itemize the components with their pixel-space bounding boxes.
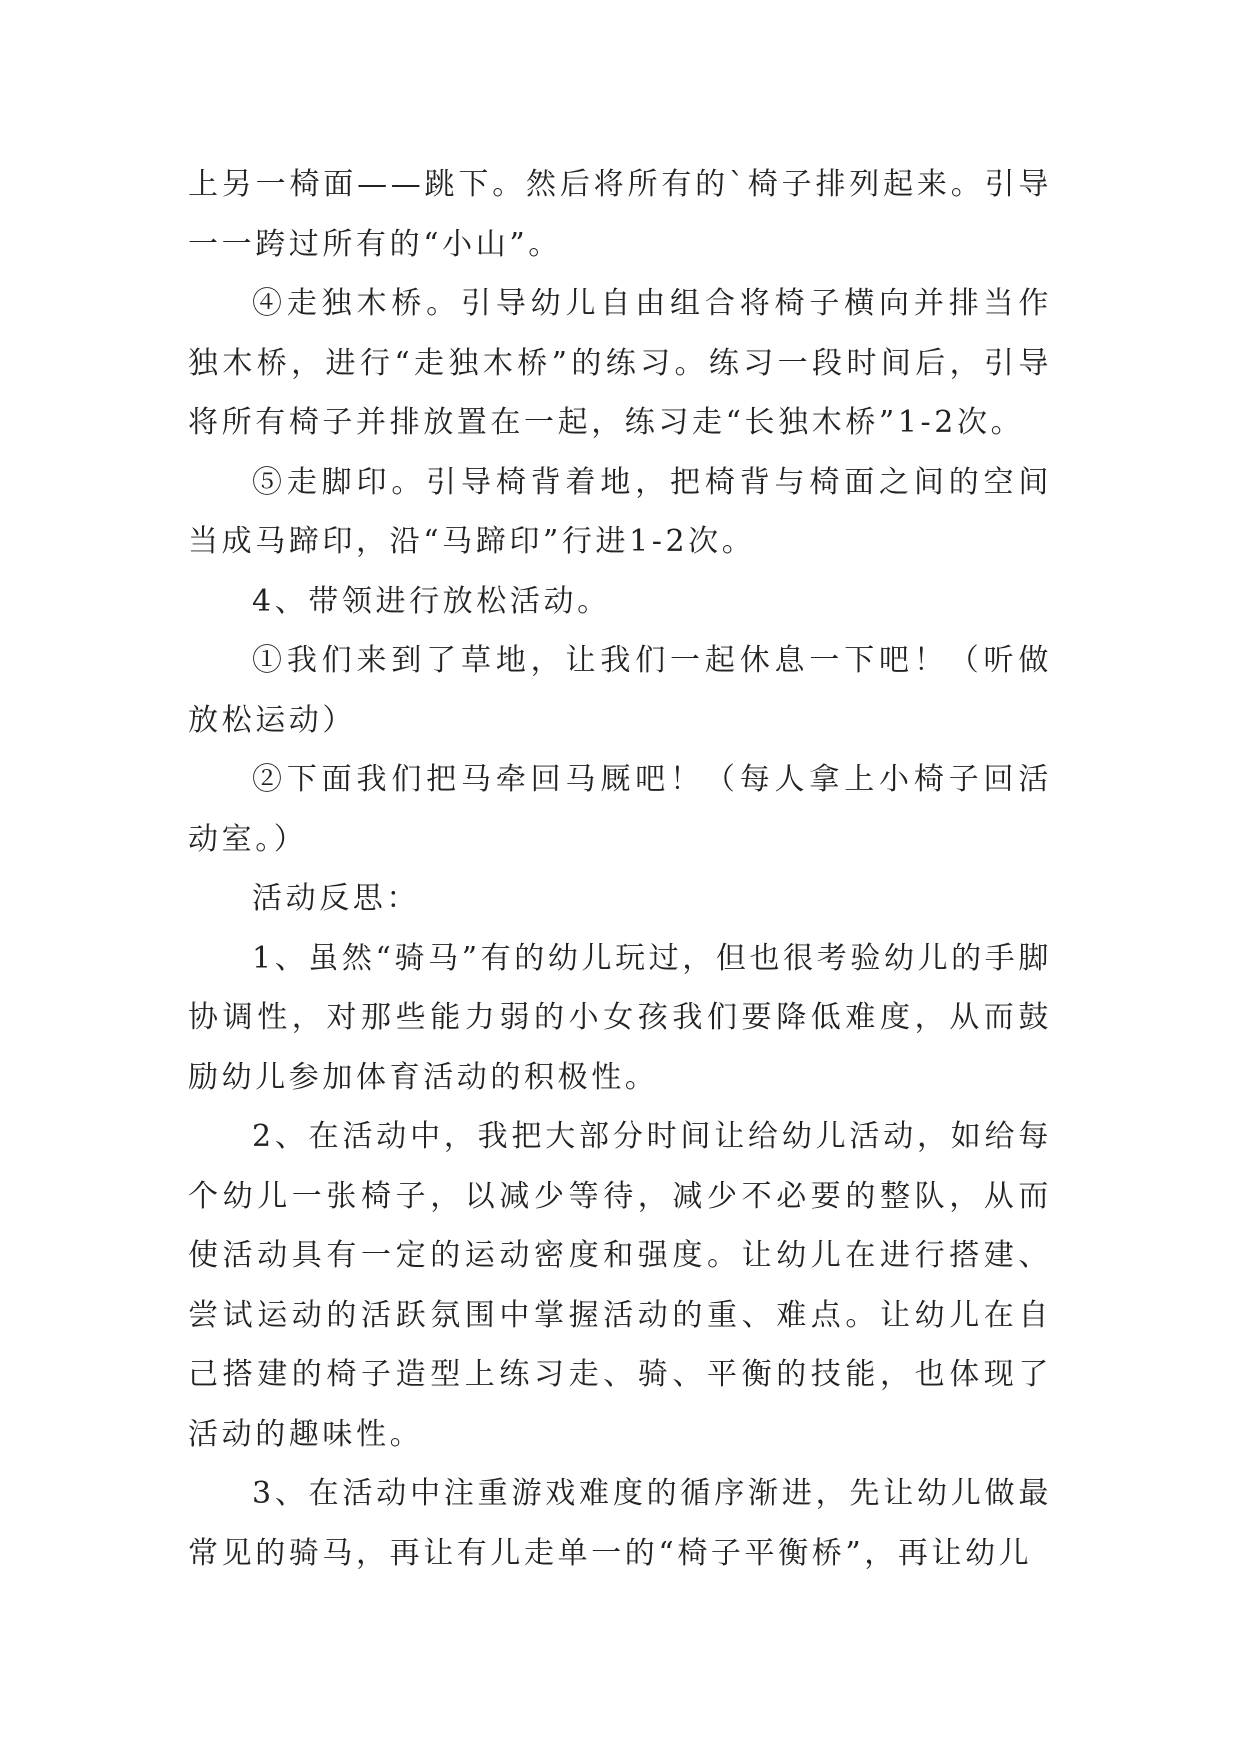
- paragraph-1: 上另一椅面——跳下。然后将所有的`椅子排列起来。引导一一跨过所有的“小山”。: [188, 167, 1052, 262]
- paragraph-6: ②下面我们把马牵回马厩吧！（每人拿上小椅子回活动室。）: [188, 762, 1052, 857]
- paragraph-7: 活动反思：: [252, 881, 420, 916]
- paragraph-8: 1、虽然“骑马”有的幼儿玩过，但也很考验幼儿的手脚协调性，对那些能力弱的小女孩我们要降低难度，从而鼓励幼儿参加体育活动的积极性。: [188, 940, 1052, 1095]
- document-body: [188, 155, 1052, 1583]
- paragraph-2: ④走独木桥。引导幼儿自由组合将椅子横向并排当作独木桥，进行“走独木桥”的练习。练习一段时间后，引导将所有椅子并排放置在一起，练习走“长独木桥”1-2次。: [188, 286, 1052, 440]
- paragraph-10: 3、在活动中注重游戏难度的循序渐进，先让幼儿做最常见的骑马，再让有儿走单一的“椅子平衡桥”，再让幼儿: [188, 1476, 1052, 1571]
- paragraph-3: ⑤走脚印。引导椅背着地，把椅背与椅面之间的空间当成马蹄印，沿“马蹄印”行进1-2次。: [188, 464, 1052, 559]
- paragraph-5: ①我们来到了草地，让我们一起休息一下吧！（听做放松运动）: [188, 643, 1052, 738]
- paragraph-4: 4、带领进行放松活动。: [252, 583, 611, 619]
- paragraph-9: 2、在活动中，我把大部分时间让给幼儿活动，如给每个幼儿一张椅子，以减少等待，减少不必要的整队，从而使活动具有一定的运动密度和强度。让幼儿在进行搭建、尝试运动的活跃氛围中掌握活动的重、难点。让幼儿在自己搭建的椅子造型上练习走、骑、平衡的技能，也体现了活动的趣味性。: [188, 1119, 1052, 1452]
